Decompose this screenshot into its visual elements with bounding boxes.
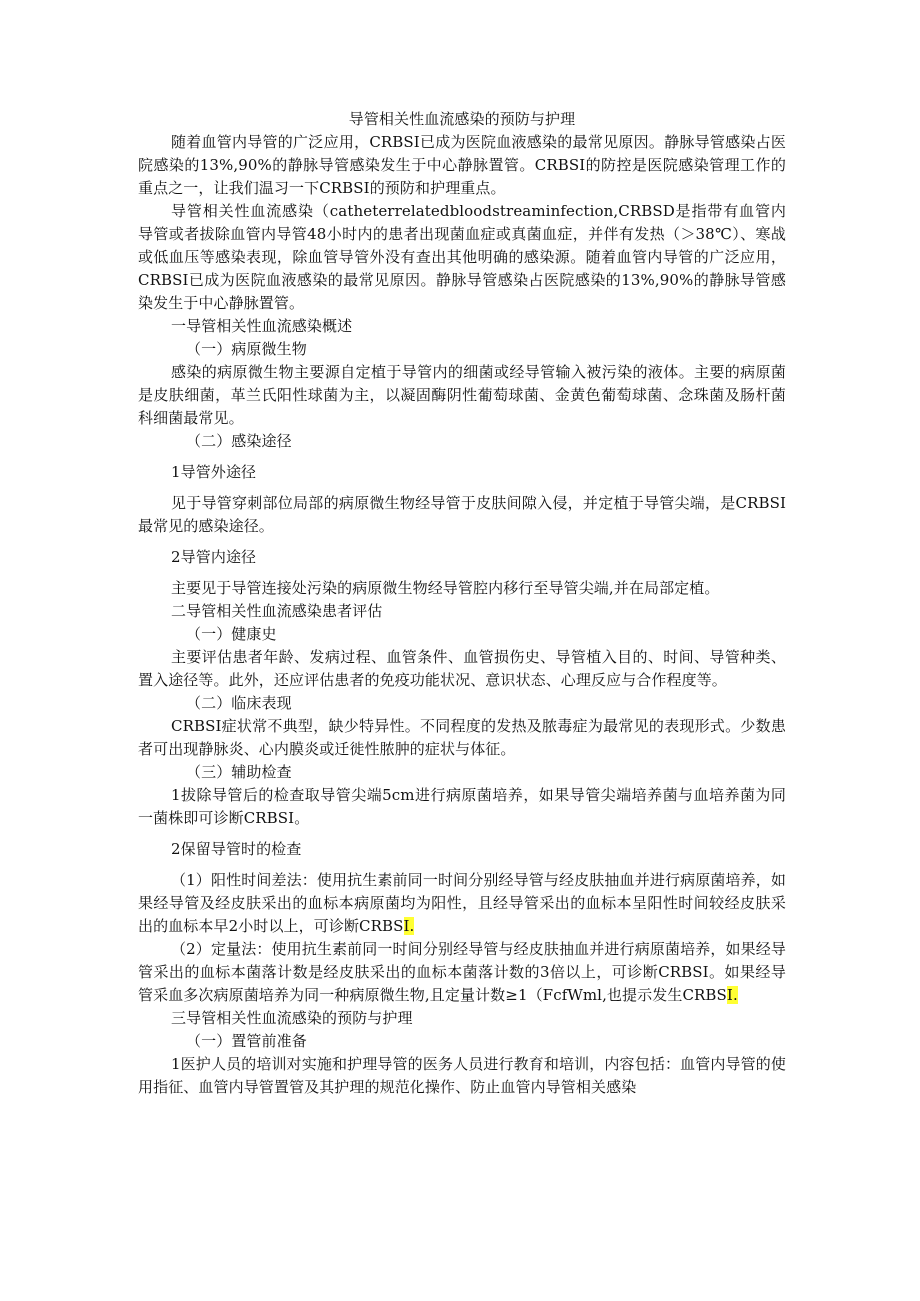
intro-paragraph-2: 导管相关性血流感染（catheterrelatedbloodstreaminfection,CRBSD是指带有血管内导管或者拔除血管内导管48小时内的患者出现菌血症或真菌血症，并伴有发热（＞38℃）、寒战或低血压等感染表现，除血管导管外没有查出其他明确的感染源。随着血管内导管的广泛应用，CRBSI已成为医院血液感染的最常见原因。静脉导管感染占医院感染的13%,90%的静脉导管感染发生于中心静脉置管。 [138,202,786,312]
section-2-2-heading: （二）临床表现 [186,694,292,712]
section-2-1-paragraph: 主要评估患者年龄、发病过程、血管条件、血管损伤史、导管植入目的、时间、导管种类、置入途径等。此外，还应评估患者的免疫功能状况、意识状态、心理反应与合作程度等。 [138,648,786,689]
section-1-2-a-paragraph: 见于导管穿刺部位局部的病原微生物经导管于皮肤间隙入侵，并定植于导管尖端，是CRBSI最常见的感染途径。 [138,494,786,535]
section-2-3-b-heading: 2保留导管时的检查 [171,840,302,858]
section-2-3-b1-text: （1）阳性时间差法：使用抗生素前同一时间分别经导管与经皮肤抽血并进行病原菌培养，如果经导管及经皮肤采出的血标本病原菌均为阳性，且经导管采出的血标本呈阳性时间较经皮肤采出的血标本早2小时以上，可诊断CRBS [138,871,786,935]
intro-paragraph-1: 随着血管内导管的广泛应用，CRBSI已成为医院血液感染的最常见原因。静脉导管感染占医院感染的13%,90%的静脉导管感染发生于中心静脉置管。CRBSI的防控是医院感染管理工作的重点之一，让我们温习一下CRBSI的预防和护理重点。 [138,133,786,197]
section-1-2-a-heading: 1导管外途径 [171,463,257,481]
section-2-2-paragraph: CRBSI症状常不典型，缺少特异性。不同程度的发热及脓毒症为最常见的表现形式。少数患者可出现静脉炎、心内膜炎或迁徙性脓肿的症状与体征。 [138,717,786,758]
section-2-heading: 二导管相关性血流感染患者评估 [171,602,383,620]
section-2-1-heading: （一）健康史 [186,625,277,643]
section-1-2-b-heading: 2导管内途径 [171,548,257,566]
section-1-1-heading: （一）病原微生物 [186,340,307,358]
section-1-1-paragraph: 感染的病原微生物主要源自定植于导管内的细菌或经导管输入被污染的液体。主要的病原菌是皮肤细菌，革兰氏阳性球菌为主，以凝固酶阴性葡萄球菌、金黄色葡萄球菌、念珠菌及肠杆菌科细菌最常见。 [138,363,786,427]
section-2-3-b2-paragraph [138,938,786,1007]
section-2-3-b2-text: （2）定量法：使用抗生素前同一时间分别经导管与经皮肤抽血并进行病原菌培养，如果经导管采出的血标本菌落计数是经皮肤采出的血标本菌落计数的3倍以上，可诊断CRBSI。如果经导管采血多次病原菌培养为同一种病原微生物,且定量计数≥1（FcfWml,也提示发生CRBS [138,940,786,1004]
highlighted-text: I. [726,986,738,1004]
highlighted-text: I. [403,917,415,935]
section-2-3-a-paragraph: 1拔除导管后的检查取导管尖端5cm进行病原菌培养，如果导管尖端培养菌与血培养菌为同一菌株即可诊断CRBSI。 [138,786,786,827]
section-3-1-heading: （一）置管前准备 [186,1032,307,1050]
section-1-2-heading: （二）感染途径 [186,432,292,450]
section-1-heading: 一导管相关性血流感染概述 [171,317,353,335]
section-2-3-b1-paragraph [138,869,786,938]
section-3-heading: 三导管相关性血流感染的预防与护理 [171,1009,413,1027]
document-body [138,108,786,1099]
section-1-2-b-paragraph: 主要见于导管连接处污染的病原微生物经导管腔内移行至导管尖端,并在局部定植。 [171,579,720,597]
section-3-1-paragraph: 1医护人员的培训对实施和护理导管的医务人员进行教育和培训，内容包括：血管内导管的使用指征、血管内导管置管及其护理的规范化操作、防止血管内导管相关感染 [138,1055,786,1096]
section-2-3-heading: （三）辅助检查 [186,763,292,781]
document-title: 导管相关性血流感染的预防与护理 [348,110,576,128]
